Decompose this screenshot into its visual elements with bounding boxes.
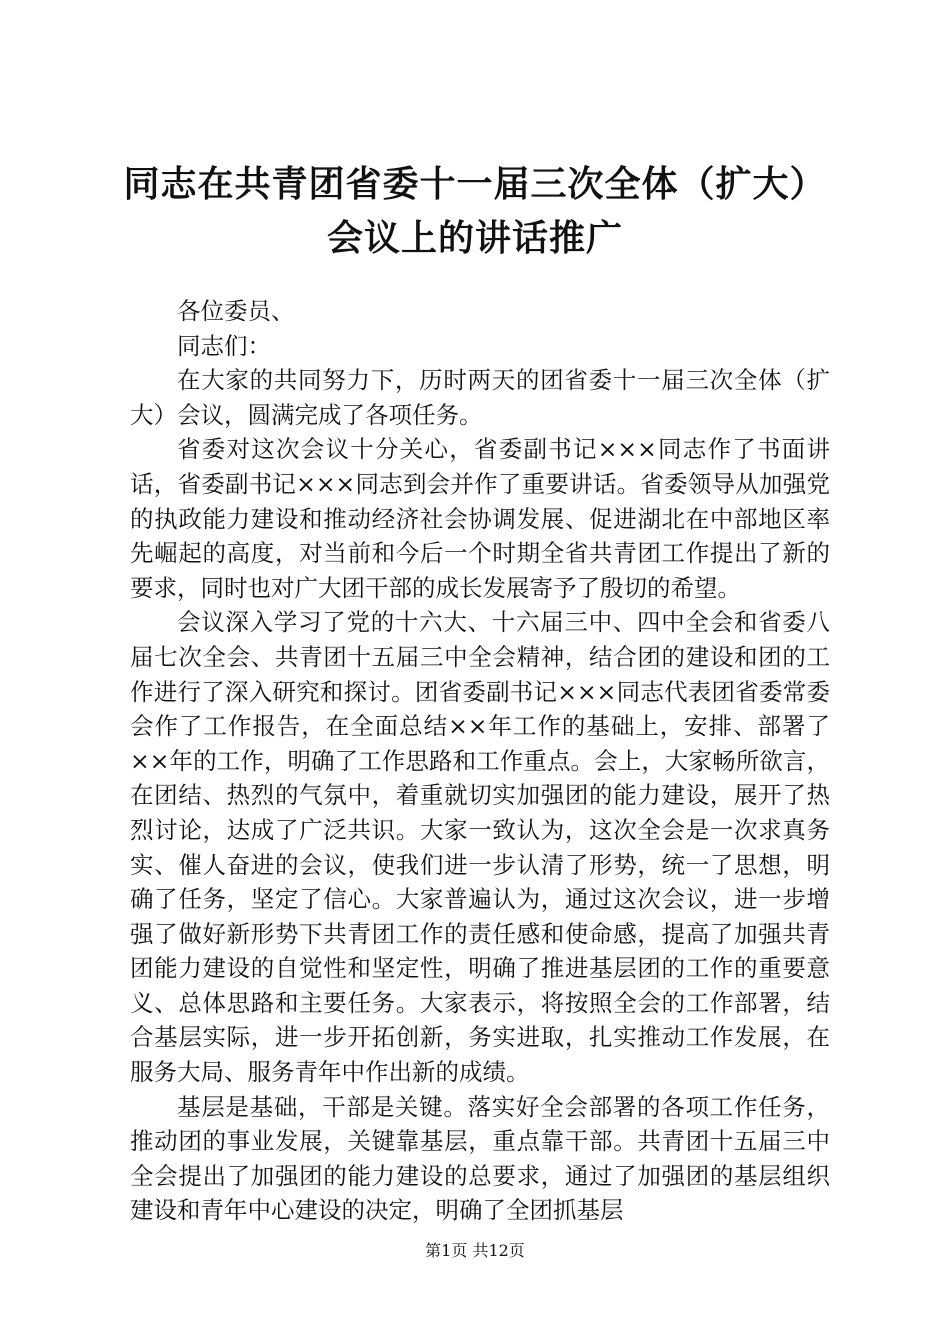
document-body [130,294,830,1228]
salutation-line: 各位委员、 [177,297,295,325]
salutation-line: 同志们： [177,331,271,360]
body-paragraph: 会议深入学习了党的十六大、十六届三中、四中全会和省委八届七次全会、共青团十五届三中全会精神，结合团的建设和团的工作进行了深入研究和探讨。团省委副书记×××同志代表团省委常委会作了工作报告，在全面总结××年工作的基础上，安排、部署了××年的工作，明确了工作思路和工作重点。会上，大家畅所欲言，在团结、热烈的气氛中，着重就切实加强团的能力建设，展开了热烈讨论，达成了广泛共识。大家一致认为，这次全会是一次求真务实、催人奋进的会议，使我们进一步认清了形势，统一了思想，明确了任务，坚定了信心。大家普遍认为，通过这次会议，进一步增强了做好新形势下共青团工作的责任感和使命感，提高了加强共青团能力建设的自觉性和坚定性，明确了推进基层团的工作的重要意义、总体思路和主要任务。大家表示，将按照全会的工作部署，结合基层实际，进一步开拓创新，务实进取，扎实推动工作发展，在服务大局、服务青年中作出新的成绩。 [130,608,830,1087]
body-paragraph: 基层是基础，干部是关键。落实好全会部署的各项工作任务，推动团的事业发展，关键靠基层，重点靠干部。共青团十五届三中全会提出了加强团的能力建设的总要求，通过了加强团的基层组织建设和青年中心建设的决定，明确了全团抓基层 [130,1092,830,1225]
body-paragraph: 在大家的共同努力下，历时两天的团省委十一届三次全体（扩大）会议，圆满完成了各项任务。 [130,366,830,429]
body-paragraph: 省委对这次会议十分关心，省委副书记×××同志作了书面讲话，省委副书记×××同志到会并作了重要讲话。省委领导从加强党的执政能力建设和推动经济社会协调发展、促进湖北在中部地区率先崛起的高度，对当前和今后一个时期全省共青团工作提出了新的要求，同时也对广大团干部的成长发展寄予了殷切的希望。 [130,435,830,602]
page-number-footer: 第1页 共12页 [425,1241,525,1260]
document-title: 同志在共青团省委十一届三次全体（扩大）会议上的讲话推广 [123,164,827,259]
